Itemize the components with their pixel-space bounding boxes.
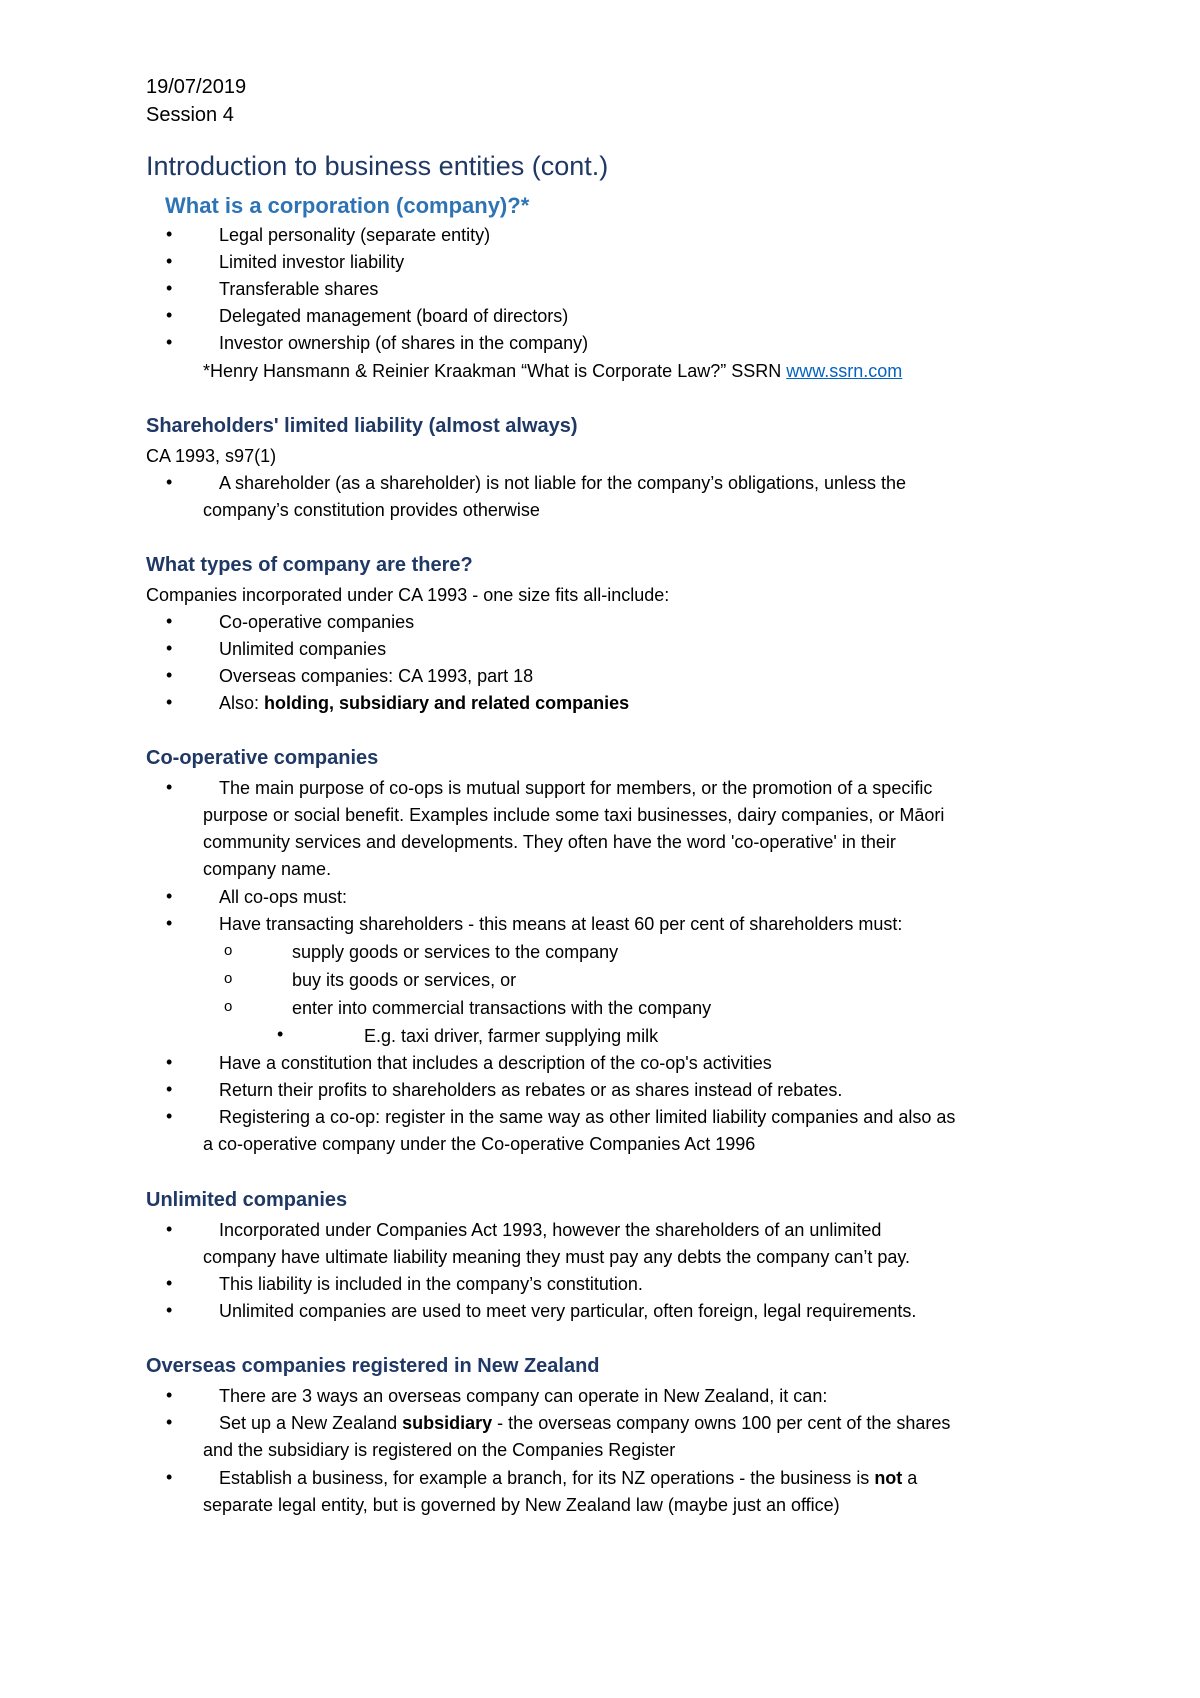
list-item-continuation: separate legal entity, but is governed by New Zealand law (maybe just an office): [203, 1495, 840, 1515]
sub-list-item: enter into commercial transactions with the company: [292, 998, 712, 1018]
section-heading-company-types: What types of company are there?: [146, 554, 473, 576]
list-item: The main purpose of co-ops is mutual support for members, or the promotion of a specific: [219, 778, 933, 798]
bullet-dot: •: [166, 251, 173, 271]
list-item: [219, 1412, 950, 1434]
bullet-dot: •: [166, 1052, 173, 1072]
list-item: Co-operative companies: [219, 612, 415, 632]
sub-sub-list-item: E.g. taxi driver, farmer supplying milk: [364, 1026, 659, 1046]
list-item-continuation: a co-operative company under the Co-operative Companies Act 1996: [203, 1134, 756, 1154]
section-heading-limited-liability: Shareholders' limited liability (almost always): [146, 415, 578, 437]
bullet-dot: •: [166, 224, 173, 244]
circle-bullet: o: [224, 970, 233, 987]
bullet-dot: •: [166, 886, 173, 906]
bullet-dot: •: [166, 1273, 173, 1293]
also-prefix: Also:: [219, 693, 265, 713]
section-heading-overseas: Overseas companies registered in New Zealand: [146, 1355, 600, 1377]
bullet-dot: •: [166, 1079, 173, 1099]
citation: [203, 360, 902, 382]
list-item: Have a constitution that includes a description of the co-op's activities: [219, 1053, 772, 1073]
bullet-dot: •: [166, 332, 173, 352]
list-item: [219, 692, 629, 714]
bullet-dot: •: [166, 278, 173, 298]
list-item: Incorporated under Companies Act 1993, however the shareholders of an unlimited: [219, 1220, 882, 1240]
text-run: Establish a business, for example a branch, for its NZ operations - the business is: [219, 1468, 875, 1488]
page-title: Introduction to business entities (cont.): [146, 151, 609, 181]
section-heading-corporation: What is a corporation (company)?*: [165, 193, 530, 218]
list-item: Have transacting shareholders - this means at least 60 per cent of shareholders must:: [219, 914, 903, 934]
list-item: Unlimited companies are used to meet very particular, often foreign, legal requirements.: [219, 1301, 917, 1321]
list-item: Limited investor liability: [219, 252, 405, 272]
list-item: Transferable shares: [219, 279, 379, 299]
citation-text: *Henry Hansmann & Reinier Kraakman “What is Corporate Law?” SSRN: [203, 361, 787, 381]
list-item: Legal personality (separate entity): [219, 225, 491, 245]
text-run: - the overseas company owns 100 per cent of the shares: [492, 1413, 951, 1433]
bullet-dot: •: [166, 1412, 173, 1432]
list-item: Return their profits to shareholders as rebates or as shares instead of rebates.: [219, 1080, 843, 1100]
bullet-dot: •: [166, 692, 173, 712]
list-item: Overseas companies: CA 1993, part 18: [219, 666, 534, 686]
statute-reference: CA 1993, s97(1): [146, 446, 277, 466]
circle-bullet: o: [224, 942, 233, 959]
bullet-dot: •: [166, 777, 173, 797]
ssrn-link[interactable]: www.ssrn.com: [786, 361, 903, 381]
bullet-dot: •: [166, 1219, 173, 1239]
text-run: a: [902, 1468, 918, 1488]
list-item: There are 3 ways an overseas company can operate in New Zealand, it can:: [219, 1386, 828, 1406]
list-item-continuation: company have ultimate liability meaning they must pay any debts the company can’t pay.: [203, 1247, 911, 1267]
list-item-continuation: and the subsidiary is registered on the Companies Register: [203, 1440, 676, 1460]
list-item: All co-ops must:: [219, 887, 348, 907]
bullet-dot: •: [166, 305, 173, 325]
bullet-dot: •: [166, 1106, 173, 1126]
list-item: [219, 1467, 917, 1489]
list-item: This liability is included in the company’s constitution.: [219, 1274, 643, 1294]
bullet-dot: •: [166, 611, 173, 631]
list-item: Unlimited companies: [219, 639, 387, 659]
list-item: A shareholder (as a shareholder) is not liable for the company’s obligations, unless the: [219, 473, 907, 493]
bold-run: subsidiary: [402, 1413, 493, 1433]
also-bold-text: holding, subsidiary and related companies: [264, 693, 630, 713]
text-run: Set up a New Zealand: [219, 1413, 403, 1433]
list-item: Registering a co-op: register in the same way as other limited liability companies and also as: [219, 1107, 956, 1127]
section-intro: Companies incorporated under CA 1993 - one size fits all-include:: [146, 585, 670, 605]
sub-list-item: supply goods or services to the company: [292, 942, 619, 962]
list-item: Investor ownership (of shares in the company): [219, 333, 589, 353]
bullet-dot: •: [277, 1024, 284, 1044]
document-date: 19/07/2019: [146, 76, 247, 98]
list-item-continuation: company name.: [203, 859, 332, 879]
circle-bullet: o: [224, 998, 233, 1015]
bullet-dot: •: [166, 1300, 173, 1320]
bullet-dot: •: [166, 1385, 173, 1405]
list-item: Delegated management (board of directors): [219, 306, 569, 326]
bullet-dot: •: [166, 665, 173, 685]
bullet-dot: •: [166, 638, 173, 658]
section-heading-cooperative: Co-operative companies: [146, 747, 379, 769]
bullet-dot: •: [166, 1467, 173, 1487]
bold-run: not: [874, 1468, 903, 1488]
bullet-dot: •: [166, 472, 173, 492]
list-item-continuation: community services and developments. They often have the word 'co-operative' in their: [203, 832, 896, 852]
session-label: Session 4: [146, 104, 234, 126]
list-item-continuation: purpose or social benefit. Examples include some taxi businesses, dairy companies, or Māori: [203, 805, 945, 825]
bullet-dot: •: [166, 913, 173, 933]
sub-list-item: buy its goods or services, or: [292, 970, 517, 990]
section-heading-unlimited: Unlimited companies: [146, 1189, 348, 1211]
list-item-continuation: company’s constitution provides otherwise: [203, 500, 540, 520]
